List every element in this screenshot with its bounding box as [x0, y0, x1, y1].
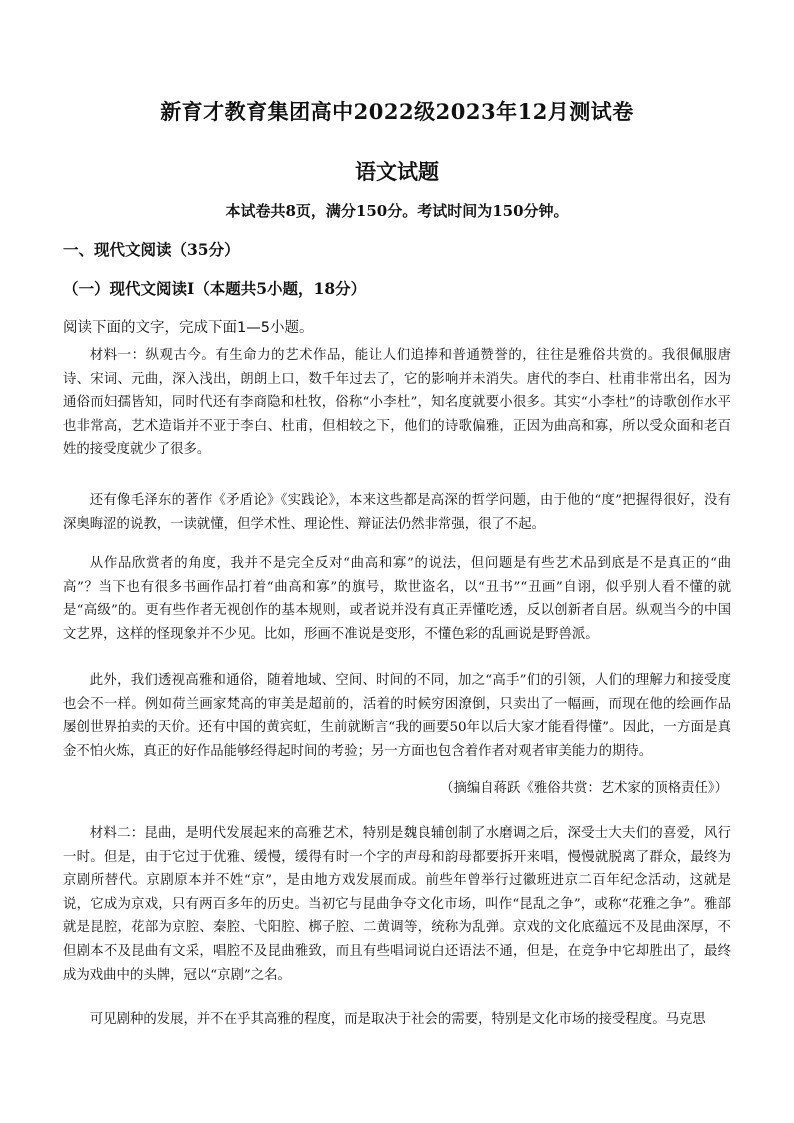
material1-paragraph-2: 还有像毛泽东的著作《矛盾论》《实践论》，本来这些都是高深的哲学问题，由于他的“度”把握得很好，没有深奥晦涩的说教，一读就懂，但学术性、理论性、辩证法仍然非常强，很了不起。 — [63, 493, 731, 532]
section-heading: 一、现代文阅读（35分） — [63, 240, 240, 259]
reading-instruction: 阅读下面的文字，完成下面1—5小题。 — [63, 320, 314, 336]
exam-info: 本试卷共8页，满分150分。考试时间为150分钟。 — [225, 202, 569, 220]
subsection-heading: （一）现代文阅读Ⅰ（本题共5小题，18分） — [63, 279, 367, 298]
material1-paragraph-4: 此外，我们透视高雅和通俗，随着地域、空间、时间的不同，加之“高手”们的引领，人们的理解力和接受度也会不一样。例如荷兰画家梵高的审美是超前的，活着的时候穷困潦倒，只卖出了一幅画，而现在他的绘画作品屡创世界拍卖的天价。还有中国的黄宾虹，生前就断言“我的画要50年以后大家才能看得懂”。因此，一方面是真金不怕火炼，真正的好作品能够经得起时间的考验；另一方面也包含着作者对观者审美能力的期待。 — [63, 673, 731, 759]
material2-paragraph-2: 可见剧种的发展，并不在乎其高雅的程度，而是取决于社会的需要，特别是文化市场的接受程度。马克思 — [89, 1012, 706, 1027]
exam-title: 新育才教育集团高中2022级2023年12月测试卷 — [160, 99, 634, 124]
source-citation: （摘编自蒋跃《雅俗共赏：艺术家的顶格责任》） — [440, 781, 728, 796]
material2-paragraph-1: 材料二：昆曲，是明代发展起来的高雅艺术，特别是魏良辅创制了水磨调之后，深受士大夫们的喜爱，风行一时。但是，由于它过于优雅、缓慢，缓得有时一个字的声母和韵母都要拆开来唱，慢慢就脱离了群众，最终为京剧所替代。京剧原本并不姓“京”，是由地方戏发展而成。前些年曾举行过徽班进京二百年纪念活动，这就是说，它成为京戏，只有两百多年的历史。当初它与昆曲争夺文化市场，叫作“昆乱之争”，或称“花雅之争”。雅部就是昆腔，花部为京腔、秦腔、弋阳腔、梆子腔、二黄调等，统称为乱弹。京戏的文化底蕴远不及昆曲深厚，不但剧本不及昆曲有文采，唱腔不及昆曲雅致，而且有些唱词说白还语法不通，但是，在竞争中它却胜出了，最终成为戏曲中的头牌，冠以“京剧”之名。 — [63, 826, 731, 983]
material1-paragraph-3: 从作品欣赏者的角度，我并不是完全反对“曲高和寡”的说法，但问题是有些艺术品到底是不是真正的“曲高”？当下也有很多书画作品打着“曲高和寡”的旗号，欺世盗名，以“丑书”“丑画”自诩，似乎别人看不懂的就是“高级”的。更有些作者无视创作的基本规则，或者说并没有真正弄懂吃透，反以创新者自居。纵观当今的中国文艺界，这样的怪现象并不少见。比如，形画不准说是变形，不懂色彩的乱画说是野兽派。 — [63, 556, 731, 642]
subject-title: 语文试题 — [355, 159, 439, 184]
material1-paragraph-1: 材料一：纵观古今。有生命力的艺术作品，能让人们追捧和普通赞誉的，往往是雅俗共赏的。我很佩服唐诗、宋词、元曲，深入浅出，朗朗上口，数千年过去了，它的影响并未消失。唐代的李白、杜甫非常出名，因为通俗而妇孺皆知，同时代还有李商隐和杜牧，俗称“小李杜”，知名度就要小很多。其实“小李杜”的诗歌创作水平也非常高，艺术造诣并不亚于李白、杜甫，但相较之下，他们的诗歌偏雅，正因为曲高和寡，所以受众面和老百姓的接受度就少了很多。 — [63, 348, 731, 458]
